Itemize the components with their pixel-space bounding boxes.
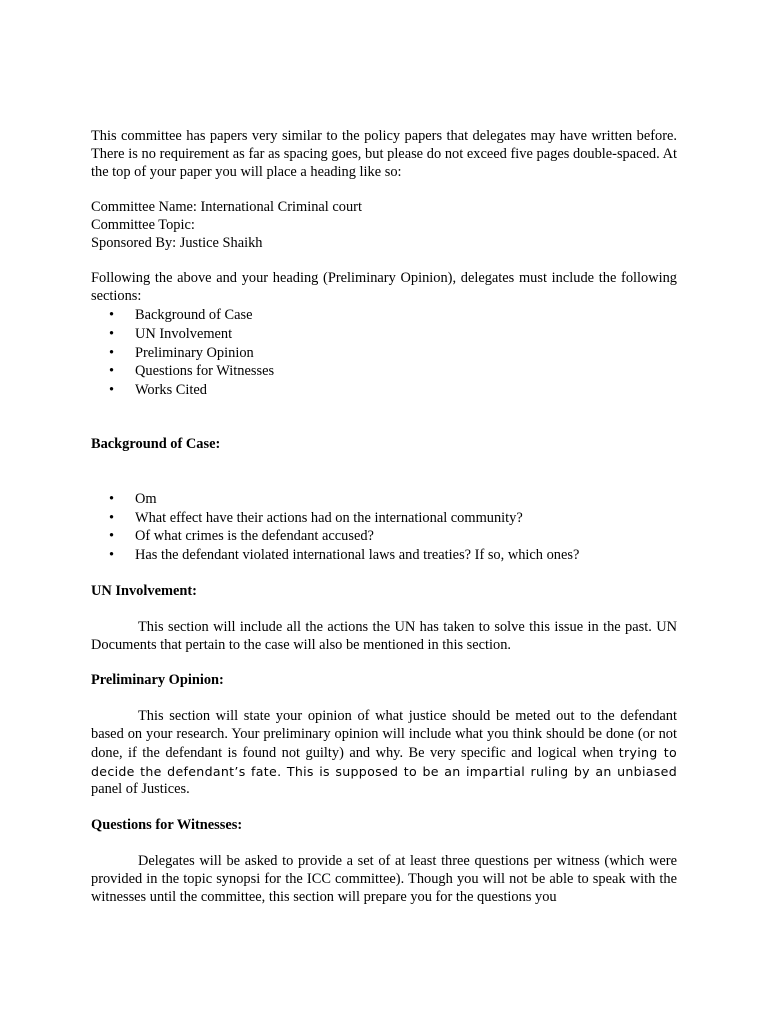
list-item: [109, 306, 677, 325]
list-item-text: UN Involvement: [135, 325, 233, 342]
list-item: [109, 344, 677, 363]
bullet-icon: •: [109, 344, 115, 361]
bullet-icon: •: [109, 509, 115, 526]
list-item-text: What effect have their actions had on the international community?: [135, 509, 523, 526]
bullet-icon: •: [109, 306, 115, 323]
list-item-text: Om: [135, 490, 157, 507]
list-item: [109, 546, 677, 565]
heading-example: [91, 199, 677, 252]
preliminary-opinion-heading: Preliminary Opinion:: [91, 672, 224, 689]
sponsored-by-line: Sponsored By: Justice Shaikh: [91, 234, 263, 251]
questions-heading: Questions for Witnesses:: [91, 817, 243, 834]
preliminary-opinion-text-3: panel of Justices.: [91, 781, 190, 798]
following-paragraph: Following the above and your heading (Preliminary Opinion), delegates must include the following sections:: [91, 270, 677, 305]
background-heading: Background of Case:: [91, 435, 221, 452]
list-item: [109, 527, 677, 546]
list-item-text: Works Cited: [135, 382, 207, 399]
preliminary-opinion-text-2: trying to decide the defendant’s fate. This is supposed to be an impartial ruling by an unbiased: [91, 744, 677, 779]
questions-paragraph: Delegates will be asked to provide a set of at least three questions per witness (which were provided in the topic synopsi for the ICC committee). Though you will not be able to speak with the witnesses until the committee, this section will prepare you for the questions you: [91, 852, 677, 905]
preliminary-opinion-text-1: This section will state your opinion of what justice should be meted out to the defendant based on your research. Your preliminary opinion will include what you think should be done (or not done, if the defendant is found not guilty) and why. Be very specific and logical when: [91, 708, 677, 761]
bullet-icon: •: [109, 325, 115, 342]
list-item: [109, 490, 677, 509]
list-item-text: Has the defendant violated international laws and treaties? If so, which ones?: [135, 547, 580, 564]
list-item-text: Questions for Witnesses: [135, 363, 275, 380]
bullet-icon: •: [109, 490, 115, 507]
list-item-text: Preliminary Opinion: [135, 344, 254, 361]
un-involvement-paragraph: This section will include all the actions the UN has taken to solve this issue in the past. UN Documents that pertain to the case will also be mentioned in this section.: [91, 618, 677, 653]
committee-topic-line: Committee Topic:: [91, 216, 195, 233]
list-item: [109, 362, 677, 381]
list-item-text: Background of Case: [135, 306, 253, 323]
list-item: [109, 381, 677, 400]
list-item: [109, 325, 677, 344]
bullet-icon: •: [109, 547, 115, 564]
list-item-text: Of what crimes is the defendant accused?: [135, 528, 374, 545]
background-list: [91, 490, 677, 565]
bullet-icon: •: [109, 363, 115, 380]
preliminary-opinion-paragraph: [91, 708, 677, 799]
list-item: [109, 509, 677, 528]
bullet-icon: •: [109, 528, 115, 545]
sections-list: [91, 306, 677, 400]
un-involvement-heading: UN Involvement:: [91, 582, 197, 599]
intro-paragraph: This committee has papers very similar to the policy papers that delegates may have written before. There is no requirement as far as spacing goes, but please do not exceed five pages double-spaced. At the top of your paper you will place a heading like so:: [91, 128, 677, 180]
committee-name-line: Committee Name: International Criminal court: [91, 199, 362, 216]
bullet-icon: •: [109, 382, 115, 399]
